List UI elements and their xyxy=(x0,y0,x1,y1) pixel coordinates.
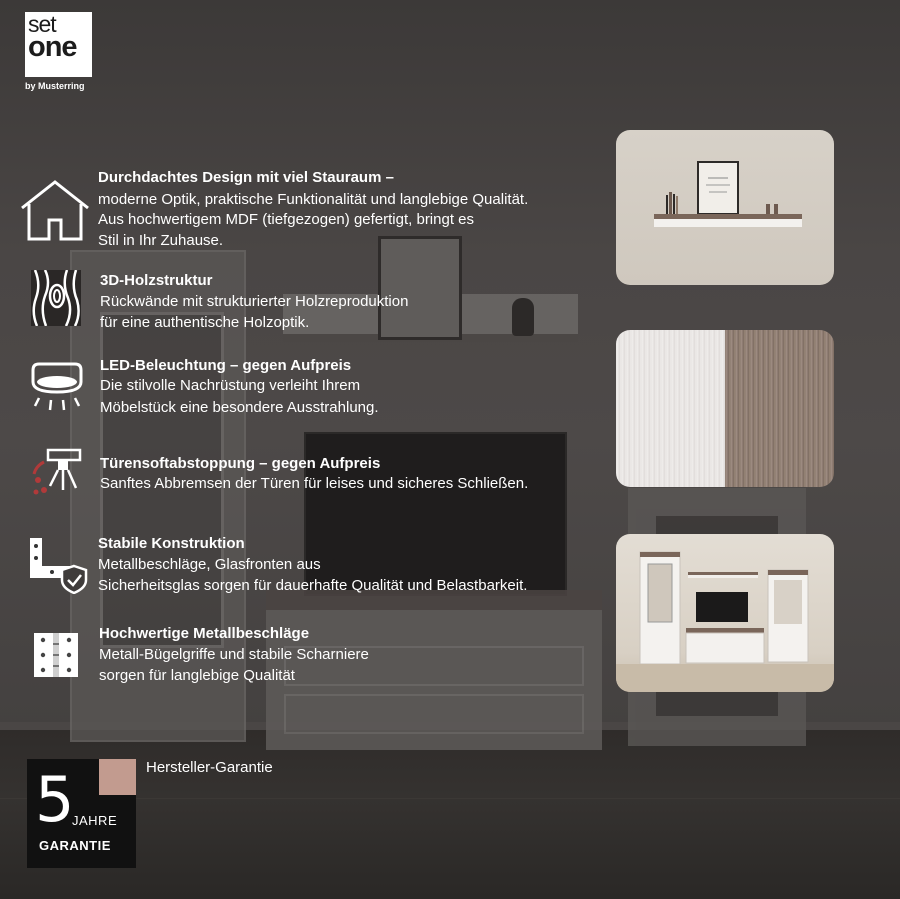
feature-text-line: für eine authentische Holzoptik. xyxy=(100,314,310,331)
guarantee-years-number: 5 xyxy=(35,763,75,836)
tv-lowboard xyxy=(266,590,602,750)
house-icon xyxy=(19,178,91,242)
feature-text-line: Die stilvolle Nachrüstung verleiht Ihrem xyxy=(100,377,361,394)
feature-text-line: Aus hochwertigem MDF (tiefgezogen) gefertigt, bringt es xyxy=(98,211,475,228)
feature-text-line: Metall-Bügelgriffe und stabile Scharniere xyxy=(99,646,369,663)
feature-text-line: moderne Optik, praktische Funktionalität und langlebige Qualität. xyxy=(98,191,529,208)
walnut-sample xyxy=(725,330,834,487)
feature-text-line: Sanftes Abbremsen der Türen für leises und sicheres Schließen. xyxy=(100,475,529,492)
feature-text-line: Möbelstück eine besondere Ausstrahlung. xyxy=(100,399,379,416)
feature-text-line: Stil in Ihr Zuhause. xyxy=(98,232,224,249)
guarantee-years-unit: JAHRE xyxy=(72,813,118,828)
wood-grain-icon xyxy=(31,270,81,326)
photo-wall-shelf xyxy=(616,130,834,285)
white-oak-sample xyxy=(616,330,725,487)
feature-title: Stabile Konstruktion xyxy=(98,535,245,552)
brand-byline: by Musterring xyxy=(25,81,85,91)
logo-line-1: set xyxy=(28,11,56,37)
brand-logo xyxy=(25,12,92,77)
guarantee-label: Hersteller-Garantie xyxy=(146,759,273,776)
hinge-icon xyxy=(33,632,79,678)
feature-title: LED-Beleuchtung – gegen Aufpreis xyxy=(100,357,352,374)
ceiling-light-icon xyxy=(29,360,85,412)
feature-text-line: Metallbeschläge, Glasfronten aus xyxy=(98,556,321,573)
vase xyxy=(512,298,534,336)
logo-line-2: one xyxy=(28,31,77,63)
feature-title: Durchdachtes Design mit viel Stauraum – xyxy=(98,169,394,186)
feature-title: Hochwertige Metallbeschläge xyxy=(99,625,310,642)
photo-wood-samples xyxy=(616,330,834,487)
photo-room-set xyxy=(616,534,834,692)
feature-title: Türensoftabstoppung – gegen Aufpreis xyxy=(100,455,381,472)
feature-text-line: Rückwände mit strukturierter Holzreproduktion xyxy=(100,293,409,310)
feature-title: 3D-Holzstruktur xyxy=(100,272,213,289)
guarantee-badge xyxy=(27,759,136,868)
feature-text-line: sorgen für langlebige Qualität xyxy=(99,667,295,684)
soft-close-icon xyxy=(28,446,84,500)
lowboard-drawer xyxy=(284,694,584,734)
guarantee-word: GARANTIE xyxy=(39,838,111,853)
badge-accent-swatch xyxy=(99,759,136,795)
bracket-shield-icon xyxy=(28,536,90,594)
picture-frame xyxy=(378,236,462,340)
feature-text-line: Sicherheitsglas sorgen für dauerhafte Qualität und Belastbarkeit. xyxy=(98,577,528,594)
